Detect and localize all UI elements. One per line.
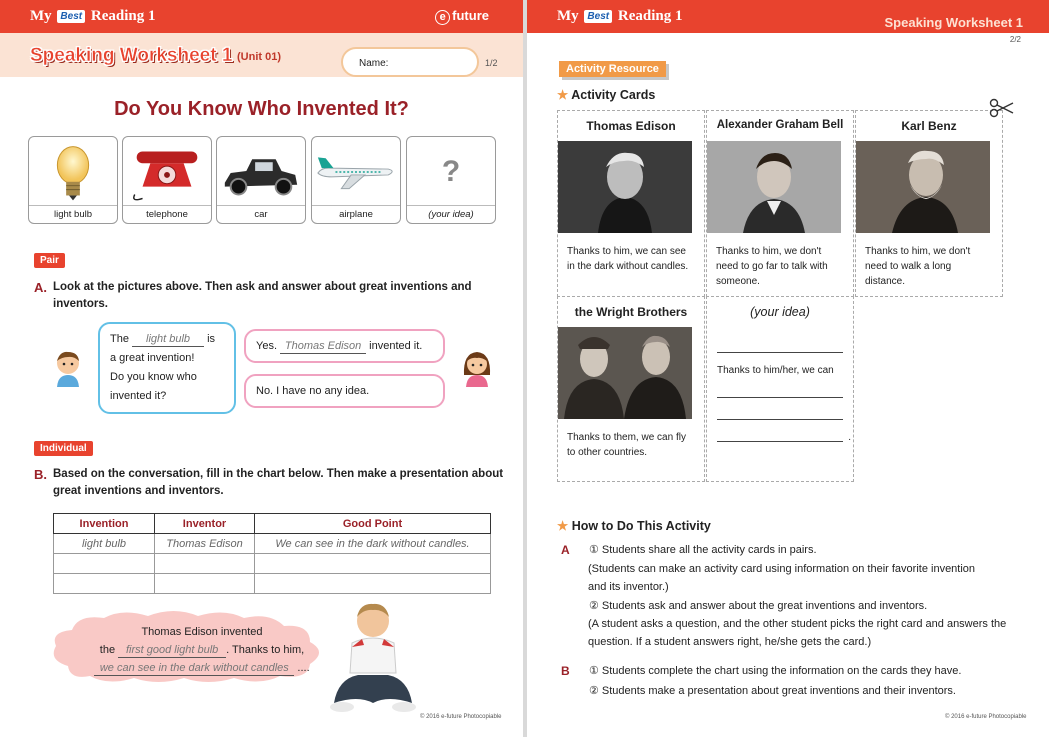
header-invention: Invention (54, 514, 155, 534)
main-question: Do You Know Who Invented It? (114, 98, 409, 120)
worksheet-title: Speaking Worksheet 1 (884, 15, 1023, 30)
name-field[interactable]: Name: (341, 47, 479, 77)
section-b-instructions: B. Based on the conversation, fill in the chart below. Then make a presentation about great inventions and inventors. (34, 467, 504, 497)
header-bar (0, 0, 523, 33)
example-answer: light bulb (132, 332, 204, 347)
example-answer: Thomas Edison (280, 339, 366, 354)
header-inventor: Inventor (155, 514, 255, 534)
write-line[interactable]: . (717, 420, 843, 442)
presentation-text: Thomas Edison invented the first good light bulb . Thanks to him, we can see in the dark without candles .... (82, 623, 322, 677)
page-number: 2/2 (1009, 35, 1021, 44)
card-light-bulb (28, 136, 118, 224)
card-airplane (311, 136, 401, 224)
activity-card-wright[interactable]: the Wright Brothers Thanks to them, we can fly to other countries. (557, 296, 705, 482)
how-to-steps-b: B ① Students complete the chart using the information on the cards they have. ② Students make a presentation about great inventions and their inventors. (561, 664, 962, 697)
activity-card-benz[interactable]: Karl Benz Thanks to him, we don't need to walk a long distance. (855, 110, 1003, 297)
boy-avatar-icon (52, 349, 84, 387)
worksheet-page-2 (527, 0, 1049, 737)
invention-cards (28, 136, 496, 224)
star-icon: ★ (557, 519, 569, 533)
card-label: light bulb (29, 205, 117, 223)
card-label: car (217, 205, 305, 223)
section-a-instructions: A. Look at the pictures above. Then ask and answer about great inventions and inventors. (34, 280, 472, 310)
bell-portrait (707, 141, 841, 233)
header-bar (527, 0, 1049, 33)
brand-logo: My Best Reading 1 (557, 8, 683, 24)
worksheet-page-1 (0, 0, 523, 737)
benz-portrait (856, 141, 990, 233)
card-label: (your idea) (407, 205, 495, 223)
girl-avatar-icon (461, 349, 493, 387)
how-to-note-a2: (A student asks a question, and the other student picks the right card and answers the question. If a student answers right, he/she gets the card.) (588, 618, 1007, 648)
activity-card-edison[interactable]: Thomas Edison Thanks to him, we can see in the dark without candles. (557, 110, 705, 297)
speech-bubble-girl-yes: Yes. Thomas Edison invented it. (244, 329, 445, 363)
table-row: light bulb Thomas Edison We can see in the dark without candles. (54, 534, 491, 554)
activity-resource-tag: Activity Resource (559, 61, 666, 77)
header-good-point: Good Point (255, 514, 491, 534)
pair-tag: Pair (34, 253, 65, 268)
star-icon: ★ (557, 88, 569, 102)
light-bulb-icon (29, 137, 117, 207)
card-label: telephone (123, 205, 211, 223)
worksheet-title: Speaking Worksheet 1 (30, 45, 233, 66)
card-car (216, 136, 306, 224)
publisher-logo: e future (435, 8, 489, 25)
individual-tag: Individual (34, 441, 93, 456)
how-to-steps-a: A ① Students share all the activity cards in pairs. (561, 543, 817, 557)
table-row[interactable] (54, 554, 491, 574)
brand-logo: My Best Reading 1 (30, 8, 156, 24)
write-line[interactable] (717, 323, 843, 353)
card-label: airplane (312, 205, 400, 223)
wright-brothers-portrait (558, 327, 692, 419)
how-to-step-a2: ② Students ask and answer about the great inventions and inventors. (589, 600, 928, 612)
boy-photo (328, 599, 418, 717)
how-to-heading: ★ How to Do This Activity (557, 519, 711, 533)
copyright-footer: © 2016 e-future Photocopiable (420, 714, 502, 720)
invention-chart (53, 513, 491, 594)
card-telephone (122, 136, 212, 224)
table-header-row (54, 514, 491, 534)
unit-label: (Unit 01) (237, 51, 281, 63)
activity-card-your-idea[interactable]: (your idea) Thanks to him/her, we can . (706, 296, 854, 482)
speech-bubble-girl-no: No. I have no any idea. (244, 374, 445, 408)
table-row[interactable] (54, 574, 491, 594)
page-number: 1/2 (485, 58, 498, 68)
edison-portrait (558, 141, 692, 233)
copyright-footer: © 2016 e-future Photocopiable (945, 714, 1027, 720)
card-your-idea (406, 136, 496, 224)
telephone-icon (123, 137, 211, 207)
how-to-note-a1: (Students can make an activity card using information on their favorite invention and its inventor.) (588, 563, 976, 593)
car-icon (217, 137, 305, 207)
activity-cards-heading: ★ Activity Cards (557, 88, 656, 102)
airplane-icon (312, 137, 400, 207)
speech-bubble-boy: The light bulb is a great invention! Do you know who invented it? (98, 322, 236, 414)
scissors-icon (989, 98, 1015, 118)
activity-card-bell[interactable]: Alexander Graham Bell Thanks to him, we don't need to go far to talk with someone. (706, 110, 854, 297)
write-line[interactable] (717, 376, 843, 398)
write-line[interactable] (717, 398, 843, 420)
question-mark-icon: ? (441, 155, 461, 188)
